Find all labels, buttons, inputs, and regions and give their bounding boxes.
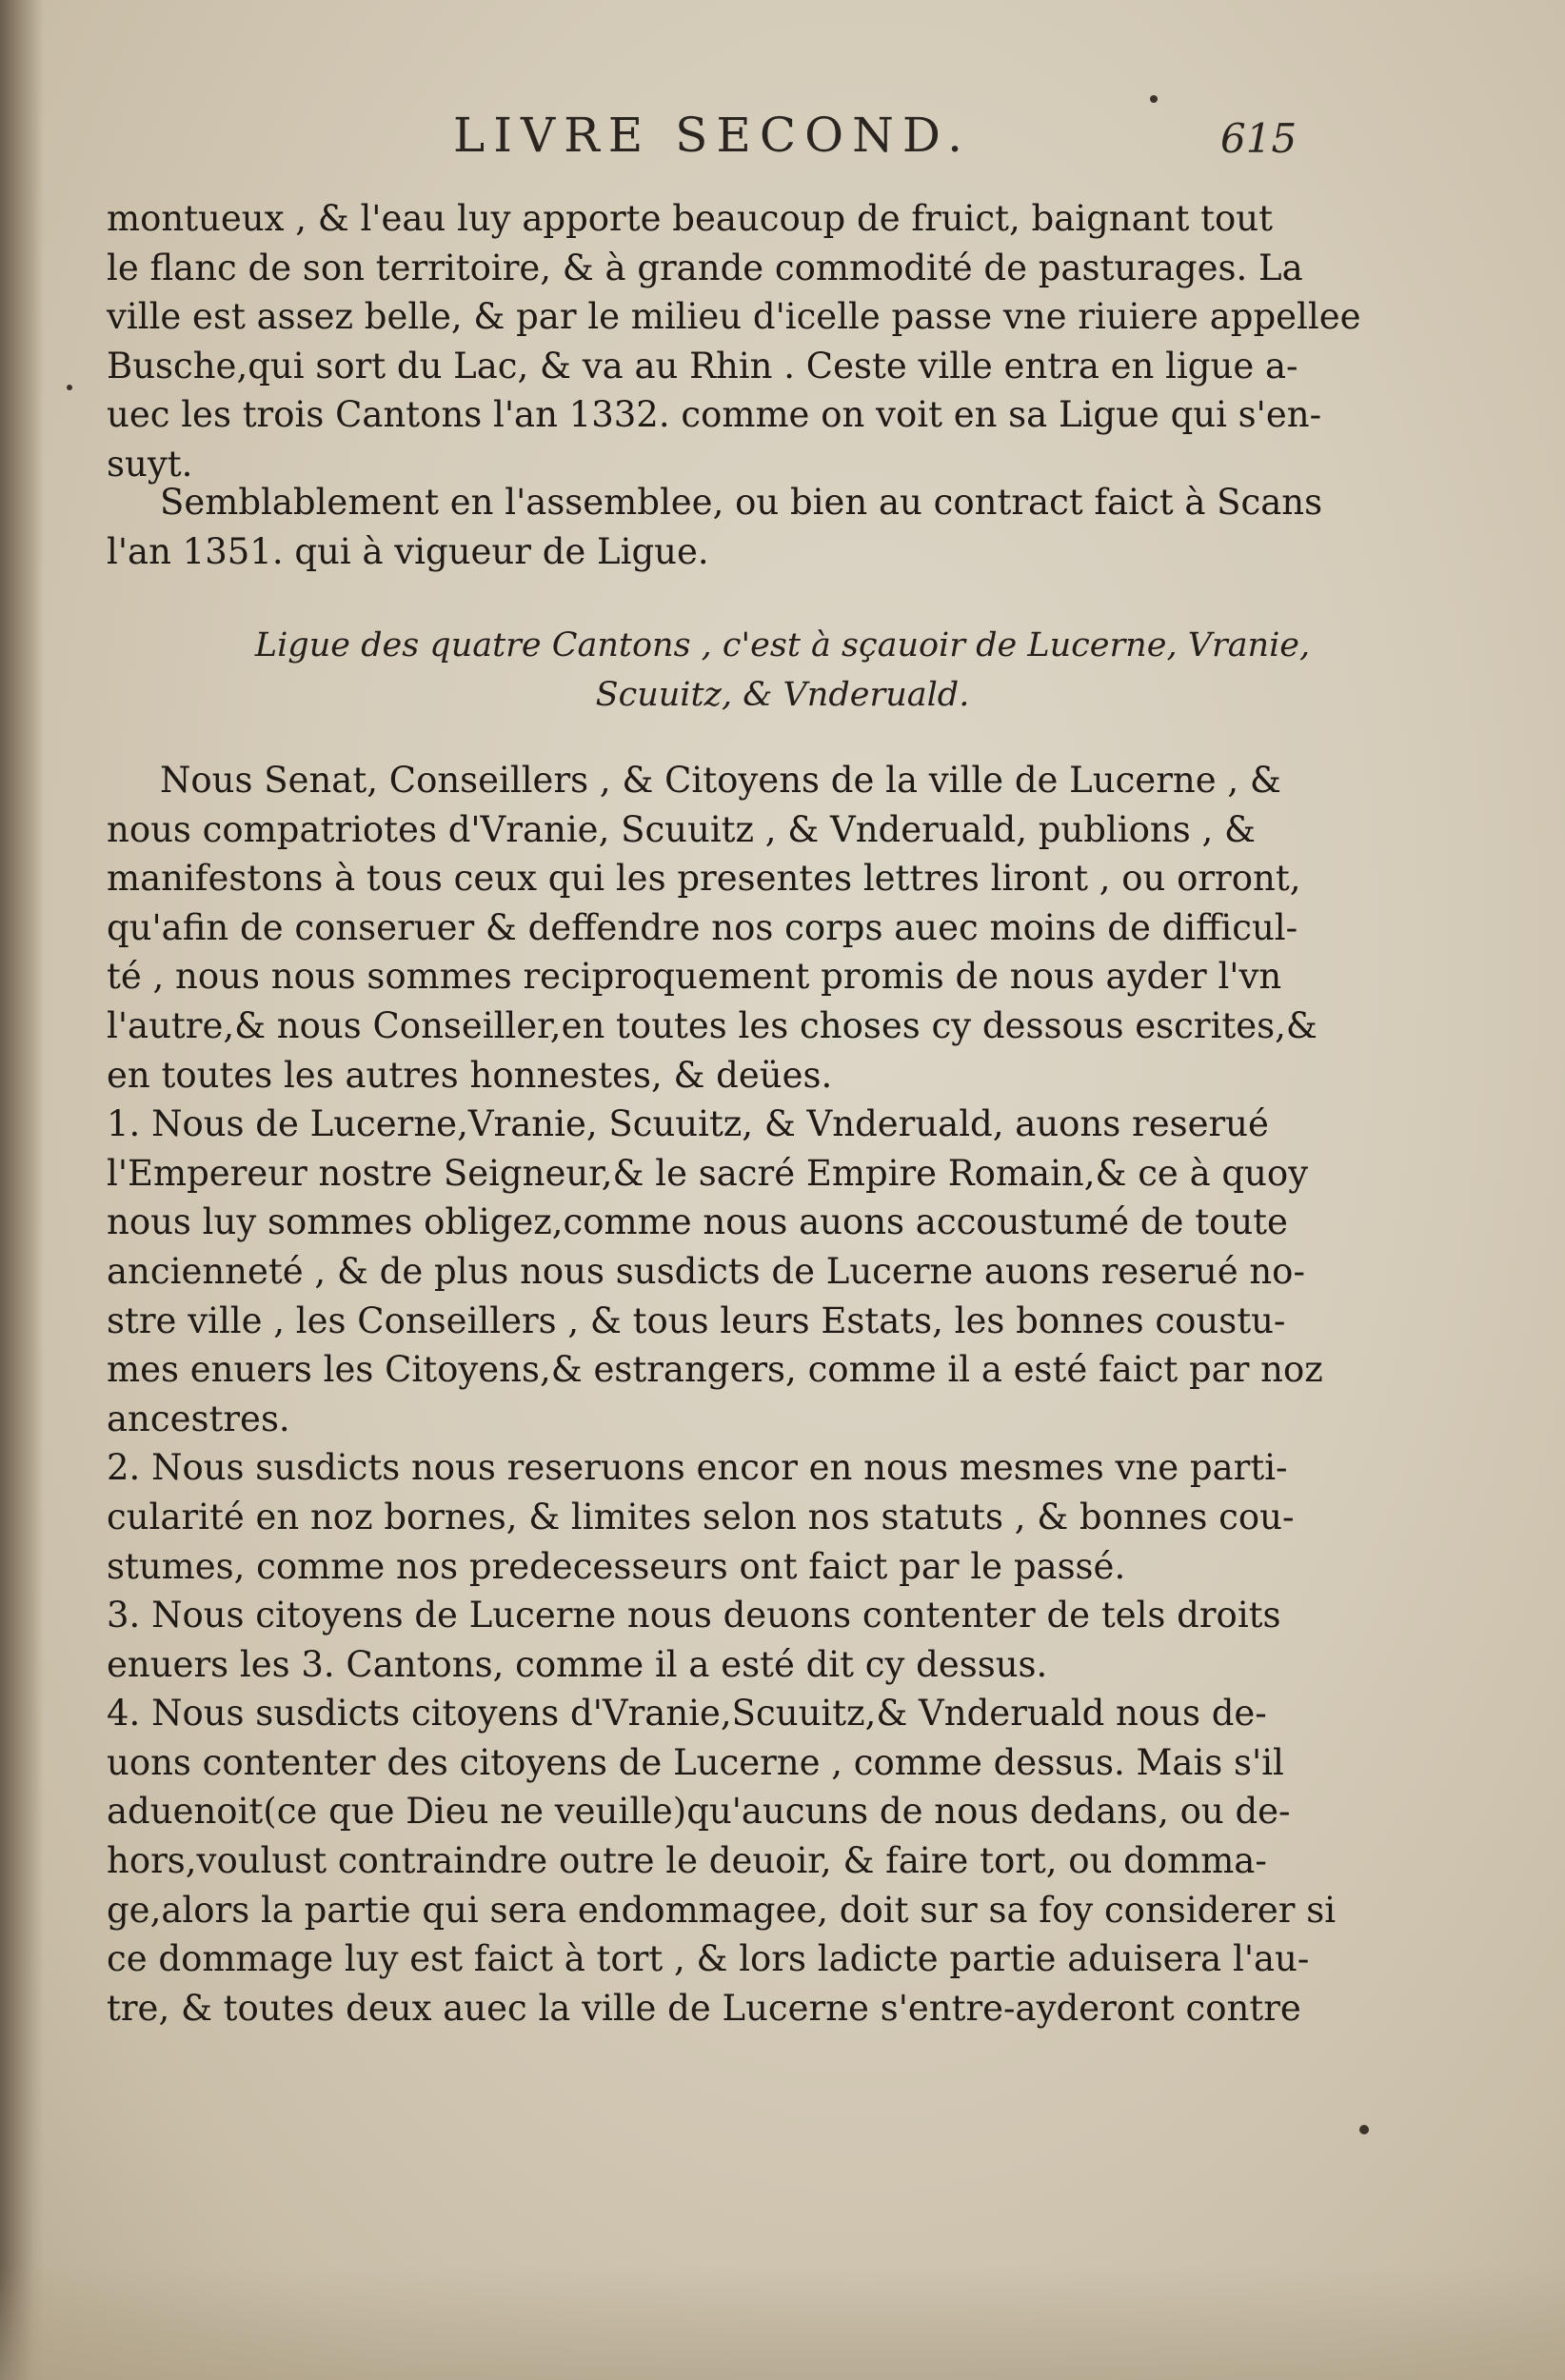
text-line: suyt. (107, 443, 193, 485)
text-line: l'an 1351. qui à vigueur de Ligue. (107, 530, 709, 572)
page-number: 615 (1220, 115, 1298, 162)
text-line: Semblablement en l'assemblee, ou bien au contract faict à Scans (160, 482, 1323, 523)
text-line: nous compatriotes d'Vranie, Scuuitz , & Vnderuald, publions , & (107, 808, 1256, 850)
text-line: stre ville , les Conseillers , & tous leurs Estats, les bonnes coustu- (107, 1299, 1286, 1341)
text-line: 3. Nous citoyens de Lucerne nous deuons contenter de tels droits (107, 1595, 1281, 1636)
text-line: nous luy sommes obligez,comme nous auons accoustumé de toute (107, 1201, 1288, 1243)
text-line: montueux , & l'eau luy apporte beaucoup de fruict, baignant tout (107, 198, 1273, 239)
section-title-line: Scuuitz, & Vnderuald. (595, 676, 970, 714)
text-line: Busche,qui sort du Lac, & va au Rhin . Ceste ville entra en ligue a- (107, 345, 1298, 387)
text-line: té , nous nous sommes reciproquement promis de nous ayder l'vn (107, 956, 1282, 998)
text-line: uec les trois Cantons l'an 1332. comme on voit en sa Ligue qui s'en- (107, 394, 1322, 436)
section-title-line: Ligue des quatre Cantons , c'est à sçauoir de Lucerne, Vranie, (254, 626, 1311, 664)
text-line: 2. Nous susdicts nous reseruons encor en nous mesmes vne parti- (107, 1447, 1288, 1489)
text-line: hors,voulust contraindre outre le deuoir, & faire tort, ou domma- (107, 1840, 1267, 1882)
text-line: aduenoit(ce que Dieu ne veuille)qu'aucuns de nous dedans, ou de- (107, 1791, 1291, 1833)
paragraph-2 (107, 478, 1323, 576)
text-line: ge,alors la partie qui sera endommagee, doit sur sa foy considerer si (107, 1889, 1337, 1931)
paragraph-1 (107, 194, 1361, 489)
text-line: l'Empereur nostre Seigneur,& le sacré Empire Romain,& ce à quoy (107, 1152, 1309, 1194)
binding-gutter (0, 0, 44, 2380)
text-line: en toutes les autres honnestes, & deües. (107, 1054, 833, 1096)
treaty-text (107, 756, 1337, 2033)
text-line: l'autre,& nous Conseiller,en toutes les choses cy dessous escrites,& (107, 1004, 1317, 1046)
text-line: 4. Nous susdicts citoyens d'Vranie,Scuuitz,& Vnderuald nous de- (107, 1693, 1267, 1735)
ink-speck (1359, 2125, 1369, 2134)
text-line: enuers les 3. Cantons, comme il a esté dit cy dessus. (107, 1643, 1048, 1685)
text-line: tre, & toutes deux auec la ville de Lucerne s'entre-ayderont contre (107, 1987, 1301, 2029)
text-line: manifestons à tous ceux qui les presentes lettres liront , ou orront, (107, 858, 1301, 900)
text-line: ancienneté , & de plus nous susdicts de Lucerne auons reserué no- (107, 1250, 1305, 1292)
running-title: LIVRE SECOND. (453, 108, 972, 163)
text-line: ancestres. (107, 1398, 290, 1439)
ink-speck (67, 385, 72, 390)
text-line: uons contenter des citoyens de Lucerne , comme dessus. Mais s'il (107, 1741, 1284, 1783)
text-line: ville est assez belle, & par le milieu d'icelle passe vne riuiere appellee (107, 296, 1361, 338)
text-line: qu'afin de conseruer & deffendre nos corps auec moins de difficul- (107, 906, 1298, 948)
text-line: ce dommage luy est faict à tort , & lors ladicte partie aduisera l'au- (107, 1938, 1310, 1980)
text-line: 1. Nous de Lucerne,Vranie, Scuuitz, & Vnderuald, auons reserué (107, 1103, 1269, 1145)
page-header (0, 107, 1565, 164)
ink-speck (1150, 95, 1158, 103)
text-line: stumes, comme nos predecesseurs ont faict par le passé. (107, 1545, 1126, 1587)
section-title (0, 621, 1565, 720)
page-bottom-shade (0, 2266, 1565, 2380)
text-line: Nous Senat, Conseillers , & Citoyens de la ville de Lucerne , & (160, 760, 1281, 801)
text-line: mes enuers les Citoyens,& estrangers, comme il a esté faict par noz (107, 1349, 1323, 1391)
text-line: le flanc de son territoire, & à grande commodité de pasturages. La (107, 247, 1303, 288)
text-line: cularité en noz bornes, & limites selon nos statuts , & bonnes cou- (107, 1496, 1295, 1537)
